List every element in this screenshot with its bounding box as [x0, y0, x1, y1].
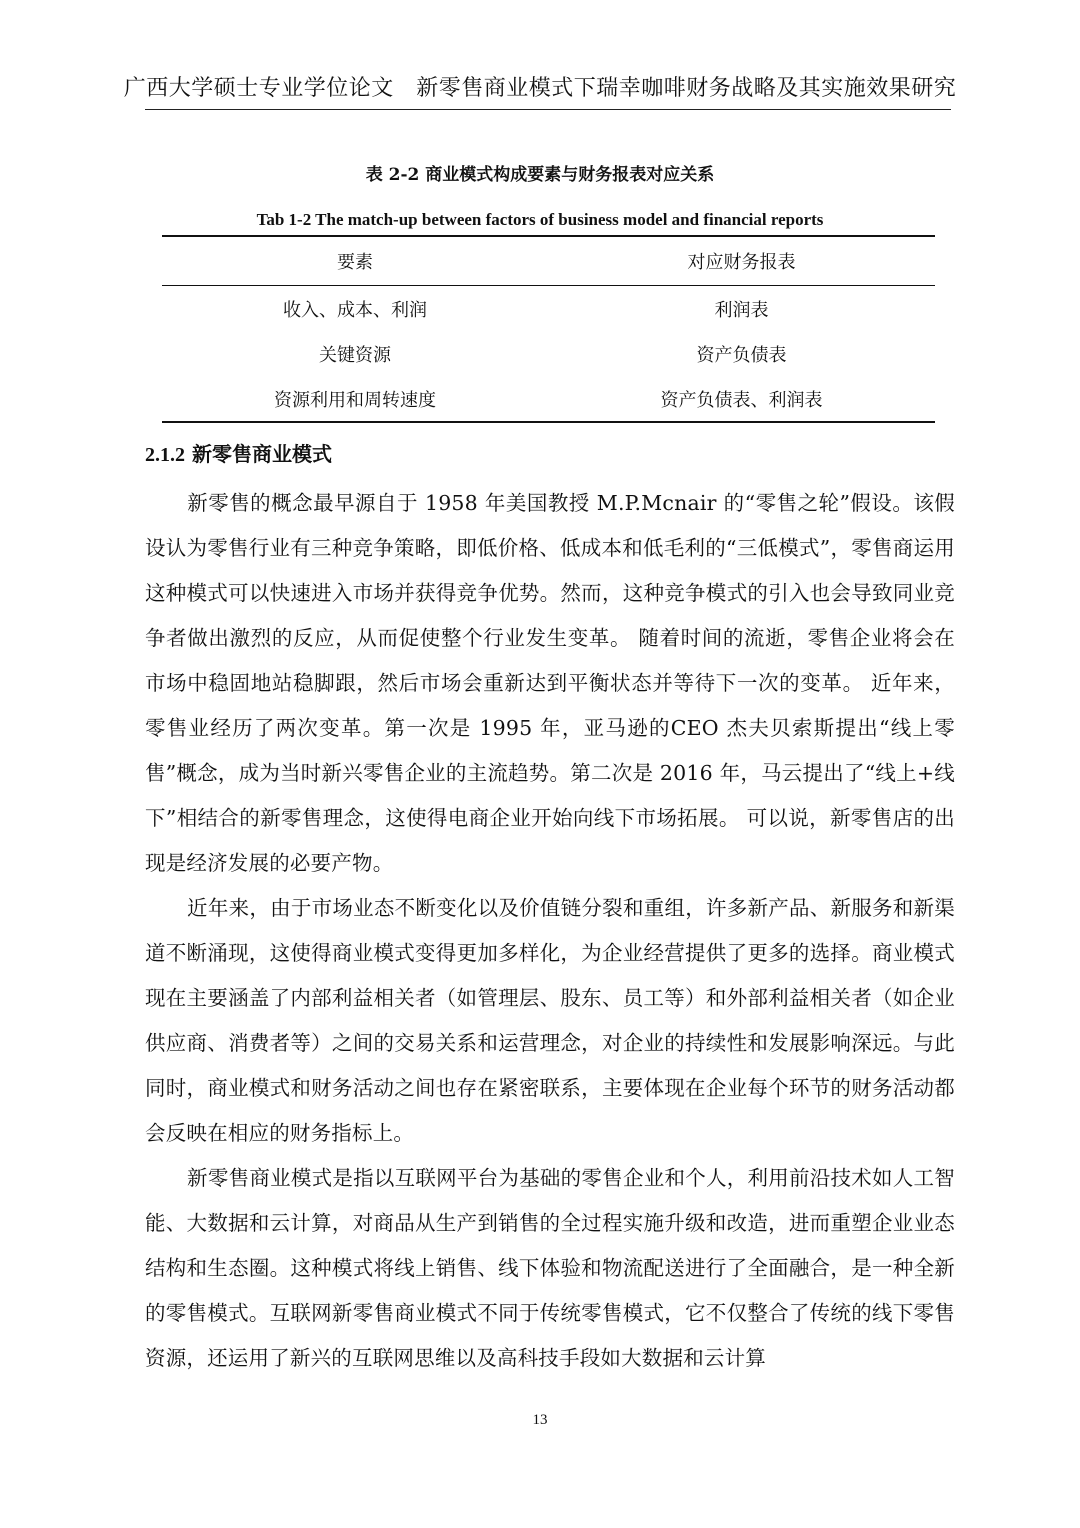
table-row [162, 286, 935, 332]
section-number: 2.1.2 [145, 444, 185, 466]
header-rule [145, 109, 951, 110]
running-header: 广西大学硕士专业学位论文 新零售商业模式下瑞幸咖啡财务战略及其实施效果研究 [123, 76, 957, 101]
section-heading [145, 439, 332, 470]
table-caption-chinese: 表 2-2 商业模式构成要素与财务报表对应关系 [365, 165, 715, 185]
factors-reports-table [162, 235, 935, 423]
table-cell-report: 资产负债表 [696, 344, 787, 366]
table-header-row [162, 236, 935, 286]
table-cell-factor: 收入、成本、利润 [283, 299, 427, 321]
table-row [162, 376, 935, 422]
table-row [162, 331, 935, 376]
table-cell-factor: 资源利用和周转速度 [162, 376, 548, 422]
page-number: 13 [532, 1412, 548, 1428]
paragraph-text: 近年来，由于市场业态不断变化以及价值链分裂和重组，许多新产品、新服务和新渠道不断涌现，这使得商业模式变得更加多样化，为企业经营提供了更多的选择。商业模式现在主要涵盖了内部利益相关者（如管理层、股东、员工等）和外部利益相关者（如企业供应商、消费者等）之间的交易关系和运营理念，对企业的持续性和发展影响深远。与此同时，商业模式和财务活动之间也存在紧密联系，主要体现在企业每个环节的财务活动都会反映在相应的财务指标上。 [145, 896, 955, 1145]
paragraph-text: 新零售的概念最早源自于 1958 年美国教授 M.P.Mcnair 的“零售之轮”假设。该假设认为零售行业有三种竞争策略，即低价格、低成本和低毛利的“三低模式”，零售商运用这种模式可以快速进入市场并获得竞争优势。然而，这种竞争模式的引入也会导致同业竞争者做出激烈的反应，从而促使整个行业发生变革。 随着时间的流逝，零售企业将会在市场中稳固地站稳脚跟，然后市场会重新达到平衡状态并等待下一次的变革。 近年来，零售业经历了两次变革。第一次是 1995 年，亚马逊的CEO 杰夫贝索斯提出“线上零售”概念，成为当时新兴零售企业的主流趋势。第二次是 2016 年，马云提出了“线上+线下”相结合的新零售理念，这使得电商企业开始向线下市场拓展。 可以说，新零售店的出现是经济发展的必要产物。 [145, 491, 955, 875]
body-paragraph [145, 886, 955, 1156]
section-title: 新零售商业模式 [191, 442, 332, 466]
table-cell-report: 资产负债表、利润表 [548, 376, 935, 422]
column-header-report: 对应财务报表 [548, 236, 935, 286]
paragraph-text: 新零售商业模式是指以互联网平台为基础的零售企业和个人，利用前沿技术如人工智能、大数据和云计算，对商品从生产到销售的全过程实施升级和改造，进而重塑企业业态结构和生态圈。这种模式将线上销售、线下体验和物流配送进行了全面融合，是一种全新的零售模式。互联网新零售商业模式不同于传统零售模式，它不仅整合了传统的线下零售资源，还运用了新兴的互联网思维以及高科技手段如大数据和云计算 [145, 1166, 955, 1370]
table-cell-report: 利润表 [714, 299, 769, 321]
body-paragraph [145, 1156, 955, 1381]
table-cell-factor: 关键资源 [319, 344, 391, 366]
table-caption-english: Tab 1-2 The match-up between factors of business model and financial reports [256, 210, 824, 229]
column-header-factor: 要素 [162, 236, 548, 286]
body-paragraph [145, 481, 955, 886]
